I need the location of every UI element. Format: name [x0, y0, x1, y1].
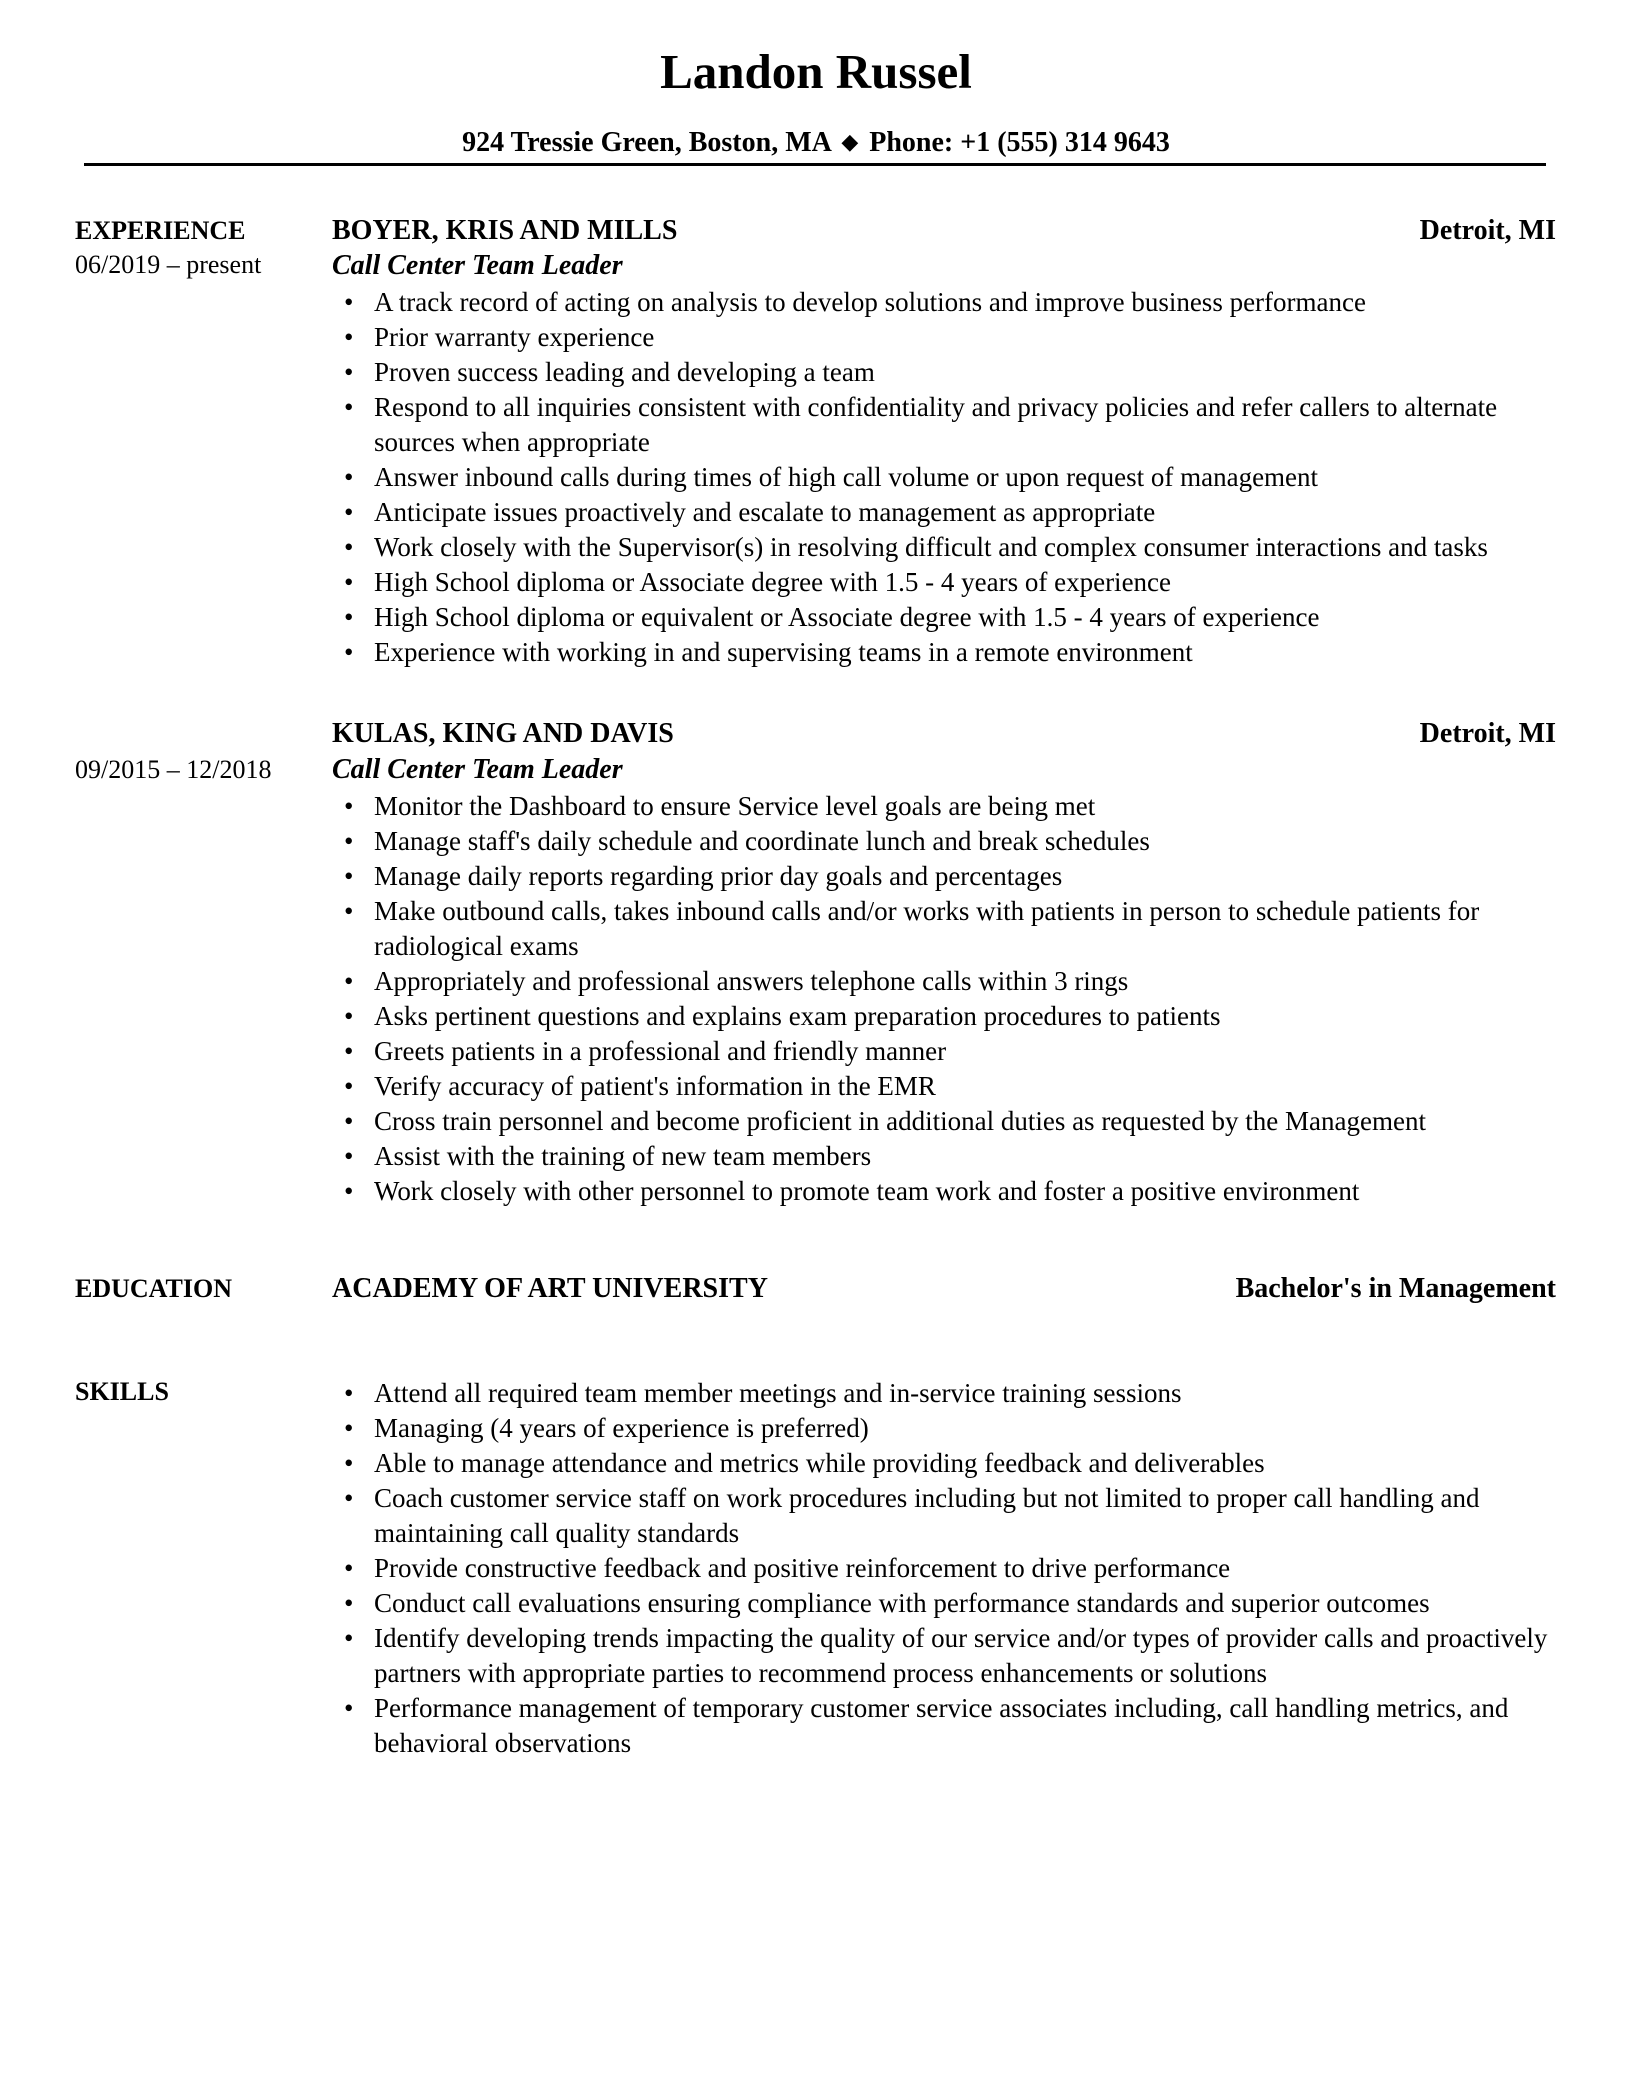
list-item: • Assist with the training of new team members: [332, 1139, 1564, 1174]
phone: Phone: +1 (555) 314 9643: [869, 127, 1170, 158]
list-item: • Appropriately and professional answers telephone calls within 3 rings: [332, 964, 1564, 999]
list-item: • Work closely with the Supervisor(s) in resolving difficult and complex consumer interactions and tasks: [332, 530, 1564, 565]
skills-bullets: [332, 1376, 1564, 1761]
education-heading: EDUCATION: [75, 1274, 232, 1303]
list-item: • Anticipate issues proactively and escalate to management as appropriate: [332, 495, 1564, 530]
list-item: • Verify accuracy of patient's information in the EMR: [332, 1069, 1564, 1104]
list-item: • Respond to all inquiries consistent with confidentiality and privacy policies and refer callers to alternate sources when appropriate: [332, 390, 1564, 460]
job-1-company: BOYER, KRIS AND MILLS: [332, 215, 678, 246]
job-2-location: Detroit, MI: [1419, 718, 1556, 749]
header-divider: [84, 163, 1546, 166]
list-item: • Cross train personnel and become proficient in additional duties as requested by the Management: [332, 1104, 1564, 1139]
list-item: • Managing (4 years of experience is preferred): [332, 1411, 1564, 1446]
job-1-dates: 06/2019 – present: [75, 250, 262, 279]
list-item: • Performance management of temporary customer service associates including, call handling metrics, and behavioral observations: [332, 1691, 1564, 1761]
address: 924 Tressie Green, Boston, MA: [462, 127, 831, 158]
job-1-location: Detroit, MI: [1419, 215, 1556, 246]
list-item: • Experience with working in and supervising teams in a remote environment: [332, 635, 1564, 670]
education-degree: Bachelor's in Management: [1235, 1273, 1556, 1304]
job-1-title: Call Center Team Leader: [332, 250, 623, 281]
list-item: • Manage staff's daily schedule and coordinate lunch and break schedules: [332, 824, 1564, 859]
list-item: • Make outbound calls, takes inbound calls and/or works with patients in person to schedule patients for radiological exams: [332, 894, 1564, 964]
list-item: • Conduct call evaluations ensuring compliance with performance standards and superior outcomes: [332, 1586, 1564, 1621]
list-item: • Answer inbound calls during times of high call volume or upon request of management: [332, 460, 1564, 495]
list-item: • Proven success leading and developing a team: [332, 355, 1564, 390]
job-2-bullets: [332, 789, 1564, 1209]
list-item: • Provide constructive feedback and positive reinforcement to drive performance: [332, 1551, 1564, 1586]
list-item: • High School diploma or equivalent or Associate degree with 1.5 - 4 years of experience: [332, 600, 1564, 635]
list-item: • Asks pertinent questions and explains exam preparation procedures to patients: [332, 999, 1564, 1034]
job-2-dates: 09/2015 – 12/2018: [75, 755, 272, 784]
list-item: • Work closely with other personnel to promote team work and foster a positive environment: [332, 1174, 1564, 1209]
diamond-separator-icon: ◆: [841, 129, 859, 154]
contact-line: [0, 125, 1632, 162]
education-school: ACADEMY OF ART UNIVERSITY: [332, 1273, 768, 1304]
list-item: • Prior warranty experience: [332, 320, 1564, 355]
candidate-name: Landon Russel: [660, 44, 972, 99]
list-item: • Attend all required team member meetings and in-service training sessions: [332, 1376, 1564, 1411]
list-item: • Manage daily reports regarding prior day goals and percentages: [332, 859, 1564, 894]
job-2-company: KULAS, KING AND DAVIS: [332, 718, 674, 749]
job-2-title: Call Center Team Leader: [332, 754, 623, 785]
list-item: • Greets patients in a professional and friendly manner: [332, 1034, 1564, 1069]
skills-heading: SKILLS: [75, 1377, 169, 1406]
job-1-bullets: [332, 285, 1564, 670]
list-item: • Coach customer service staff on work procedures including but not limited to proper call handling and maintaining call quality standards: [332, 1481, 1564, 1551]
list-item: • A track record of acting on analysis to develop solutions and improve business performance: [332, 285, 1564, 320]
experience-heading: EXPERIENCE: [75, 216, 246, 245]
list-item: • Able to manage attendance and metrics while providing feedback and deliverables: [332, 1446, 1564, 1481]
list-item: • High School diploma or Associate degree with 1.5 - 4 years of experience: [332, 565, 1564, 600]
list-item: • Identify developing trends impacting the quality of our service and/or types of provider calls and proactively partners with appropriate parties to recommend process enhancements or solutions: [332, 1621, 1564, 1691]
list-item: • Monitor the Dashboard to ensure Service level goals are being met: [332, 789, 1564, 824]
